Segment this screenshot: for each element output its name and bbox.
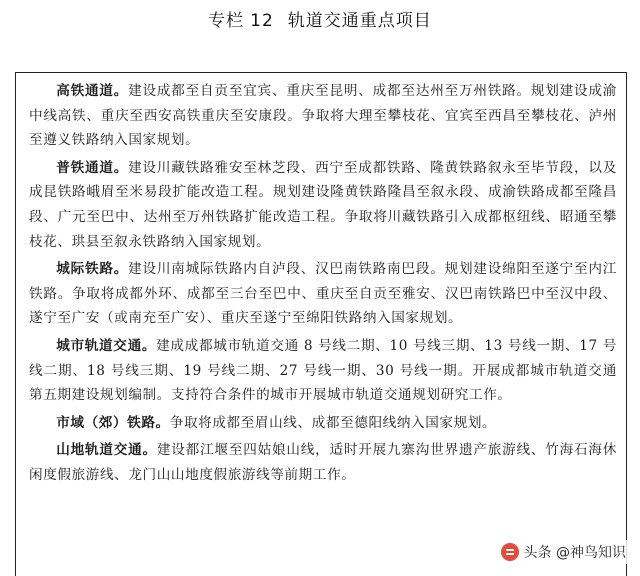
section-high-speed-rail — [29, 79, 617, 153]
section-intercity-rail — [29, 257, 617, 331]
section-heading: 高铁通道。 — [56, 83, 129, 99]
watermark-text: 头条 @神鸟知识 — [523, 545, 626, 561]
section-body: 争取将成都至眉山线、成都至德阳线纳入国家规划。 — [169, 414, 497, 431]
section-body: 建设川南城际铁路内自泸段、汉巴南铁路南巴段。规划建设绵阳至遂宁至内江铁路。争取将成都外环、成都至三台至巴中、重庆至自贡至雅安、汉巴南铁路巴中至汉中段、遂宁至广安（或南充至广安）、重庆至遂宁至绵阳铁路纳入国家规划。 — [29, 261, 618, 327]
column-title-number: 12 — [250, 11, 274, 31]
section-body: 建成成都城市轨道交通 8 号线二期、10 号线三期、13 号线一期、17 号线二期、18 号线三期、19 号线二期、27 号线一期、30 号线一期。开展成都城市轨道交通第五期建设规划编制。支持符合条件的城市开展城市轨道交通规划研究工作。 — [29, 337, 617, 404]
section-heading: 普铁通道。 — [56, 159, 129, 176]
section-body: 建设都江堰至四姑娘山线，适时开展九寨沟世界遗产旅游线、竹海石海休闲度假旅游线、龙门山山地度假旅游线等前期工作。 — [29, 442, 618, 483]
section-heading: 城际铁路。 — [56, 261, 129, 278]
section-heading: 城市轨道交通。 — [56, 337, 157, 354]
section-urban-rail-transit — [29, 334, 617, 408]
section-suburban-rail — [29, 411, 617, 436]
section-mountain-rail — [29, 438, 617, 487]
column-title-text: 轨道交通重点项目 — [287, 11, 432, 31]
section-heading: 市域（郊）铁路。 — [56, 414, 170, 431]
watermark — [497, 540, 630, 564]
section-body: 建设成都至自贡至宜宾、重庆至昆明、成都至达州至万州铁路。规划建设成渝中线高铁、重庆至西安高铁重庆至安康段。争取将大理至攀枝花、宜宾至西昌至攀枝花、泸州至遵义铁路纳入国家规划。 — [29, 83, 618, 149]
section-body: 建设川藏铁路雅安至林芝段、西宁至成都铁路、隆黄铁路叙永至毕节段，以及成昆铁路峨眉至米易段扩能改造工程。规划建设隆黄铁路隆昌至叙永段、成渝铁路成都至隆昌段、广元至巴中、达州至万州铁路扩能改造工程。争取将川藏铁路引入成都枢纽线、昭通至攀枝花、珙县至叙永铁路纳入国家规划。 — [29, 159, 618, 250]
project-box — [15, 72, 627, 576]
column-title-prefix: 专栏 — [208, 11, 245, 31]
column-title — [0, 6, 640, 31]
section-heading: 山地轨道交通。 — [56, 442, 157, 459]
section-conventional-rail — [29, 156, 617, 254]
toutiao-logo-icon — [501, 543, 519, 561]
